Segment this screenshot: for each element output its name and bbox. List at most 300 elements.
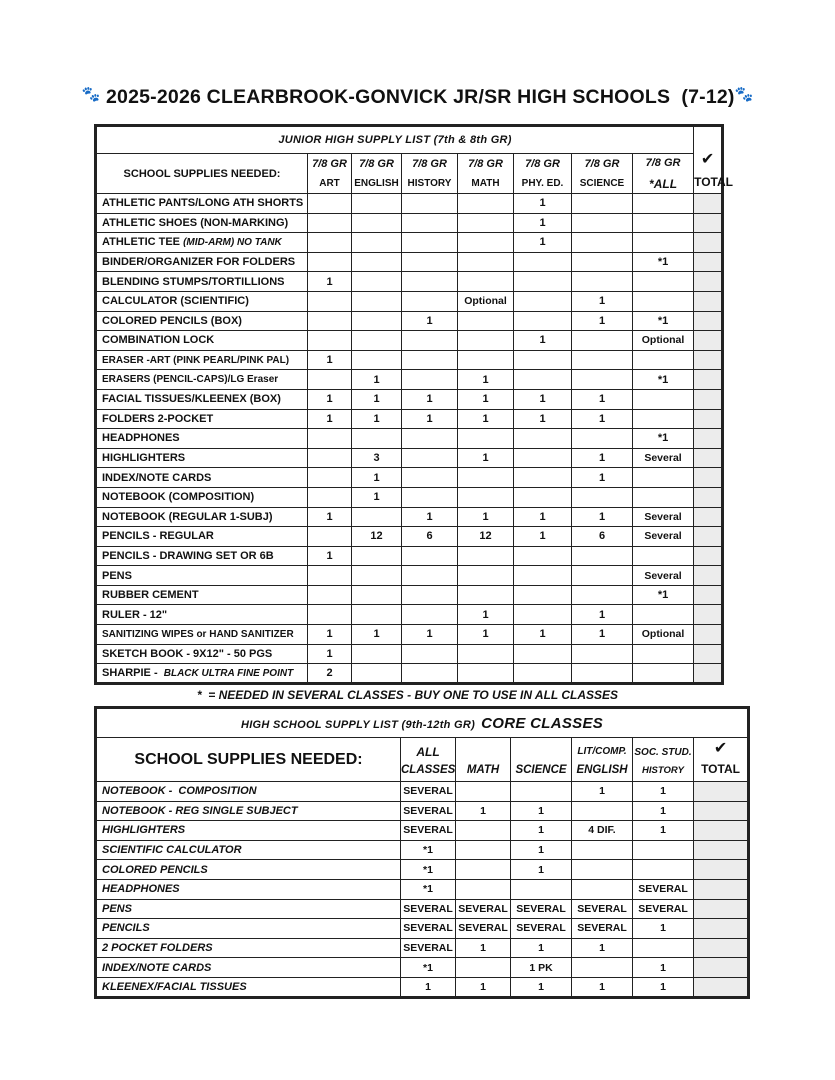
quantity-cell	[308, 527, 352, 547]
quantity-cell	[633, 194, 694, 214]
quantity-cell: 1	[402, 507, 458, 527]
quantity-cell: 1	[458, 370, 514, 390]
total-cell[interactable]	[694, 291, 723, 311]
total-cell[interactable]	[694, 664, 723, 684]
supply-item	[96, 527, 308, 547]
quantity-cell	[572, 879, 633, 899]
quantity-cell: 1	[308, 389, 352, 409]
supply-item-label: COLORED PENCILS (BOX)	[102, 314, 242, 327]
quantity-cell	[458, 233, 514, 253]
quantity-cell	[308, 585, 352, 605]
supply-item	[96, 252, 308, 272]
quantity-cell: Optional	[458, 291, 514, 311]
quantity-cell	[402, 194, 458, 214]
total-cell[interactable]	[694, 958, 749, 978]
quantity-cell	[572, 272, 633, 292]
junior-column-header	[514, 154, 572, 194]
quantity-cell	[402, 331, 458, 351]
quantity-cell	[633, 840, 694, 860]
supply-item	[96, 233, 308, 253]
total-cell[interactable]	[694, 487, 723, 507]
paw-print-icon: 🐾	[734, 86, 754, 103]
quantity-cell: Several	[633, 566, 694, 586]
table-row	[96, 272, 723, 292]
column-subject: ENGLISH	[354, 178, 399, 189]
total-cell[interactable]	[694, 860, 749, 880]
quantity-cell: Several	[633, 448, 694, 468]
table-row	[96, 527, 723, 547]
quantity-cell: *1	[633, 370, 694, 390]
quantity-cell	[633, 468, 694, 488]
table-row	[96, 899, 749, 919]
total-cell[interactable]	[694, 899, 749, 919]
total-label: TOTAL	[701, 762, 740, 776]
supply-item: COLORED PENCILS	[96, 860, 401, 880]
quantity-cell	[458, 664, 514, 684]
total-cell[interactable]	[694, 546, 723, 566]
quantity-cell: 1	[308, 507, 352, 527]
quantity-cell	[456, 840, 511, 860]
quantity-cell	[572, 429, 633, 449]
quantity-cell: *1	[401, 958, 456, 978]
supply-item: PENS	[96, 899, 401, 919]
supplies-needed-header	[96, 154, 308, 194]
table-row	[96, 487, 723, 507]
quantity-cell	[633, 644, 694, 664]
quantity-cell: 1	[458, 507, 514, 527]
supply-item	[96, 605, 308, 625]
quantity-cell: 1	[402, 409, 458, 429]
quantity-cell: 1	[572, 291, 633, 311]
quantity-cell	[514, 487, 572, 507]
quantity-cell: Optional	[633, 331, 694, 351]
total-cell[interactable]	[694, 213, 723, 233]
quantity-cell: 1	[352, 389, 402, 409]
total-cell[interactable]	[694, 605, 723, 625]
quantity-cell: SEVERAL	[401, 899, 456, 919]
quantity-cell	[514, 370, 572, 390]
supply-item: NOTEBOOK - COMPOSITION	[96, 782, 401, 802]
quantity-cell	[458, 213, 514, 233]
supply-item: KLEENEX/FACIAL TISSUES	[96, 977, 401, 997]
supply-item-label: RULER - 12"	[102, 608, 168, 621]
quantity-cell	[308, 468, 352, 488]
quantity-cell	[572, 487, 633, 507]
column-grade: 7/8 GR	[645, 156, 681, 169]
total-column-header	[694, 126, 733, 194]
quantity-cell	[308, 487, 352, 507]
quantity-cell	[352, 311, 402, 331]
quantity-cell	[352, 213, 402, 233]
quantity-cell: 1	[572, 977, 633, 997]
quantity-cell	[572, 233, 633, 253]
column-subject: ENGLISH	[576, 764, 628, 776]
supply-item	[96, 487, 308, 507]
column-top	[456, 746, 510, 759]
quantity-cell: *1	[401, 860, 456, 880]
quantity-cell: 1	[458, 409, 514, 429]
quantity-cell: 1	[633, 977, 694, 997]
column-subject: MATH	[466, 764, 500, 776]
table-row	[96, 331, 723, 351]
quantity-cell	[402, 468, 458, 488]
total-cell[interactable]	[694, 194, 723, 214]
supply-item: INDEX/NOTE CARDS	[96, 958, 401, 978]
table-row	[96, 977, 749, 997]
quantity-cell: 1	[633, 821, 694, 841]
quantity-cell: *1	[401, 840, 456, 860]
total-cell[interactable]	[694, 311, 723, 331]
quantity-cell	[352, 252, 402, 272]
quantity-cell: 1	[572, 389, 633, 409]
table-row	[96, 233, 723, 253]
quantity-cell: 1	[458, 625, 514, 645]
column-grade: 7/8 GR	[359, 158, 394, 170]
table-row	[96, 625, 723, 645]
column-grade: 7/8 GR	[468, 158, 503, 170]
quantity-cell	[572, 840, 633, 860]
quantity-cell: 6	[402, 527, 458, 547]
column-subject: ART	[319, 178, 340, 189]
quantity-cell: 1	[511, 801, 572, 821]
quantity-cell	[458, 429, 514, 449]
supply-item	[96, 468, 308, 488]
total-cell[interactable]	[694, 527, 723, 547]
quantity-cell: 1	[572, 625, 633, 645]
junior-high-title: JUNIOR HIGH SUPPLY LIST (7th & 8th GR)	[96, 126, 694, 154]
total-cell[interactable]	[694, 429, 723, 449]
table-row	[96, 311, 723, 331]
total-cell[interactable]	[694, 409, 723, 429]
quantity-cell	[511, 782, 572, 802]
quantity-cell: 1	[458, 605, 514, 625]
quantity-cell	[402, 213, 458, 233]
quantity-cell	[633, 860, 694, 880]
quantity-cell	[402, 350, 458, 370]
quantity-cell	[458, 546, 514, 566]
quantity-cell	[402, 664, 458, 684]
quantity-cell	[514, 566, 572, 586]
quantity-cell: 1	[308, 644, 352, 664]
total-cell[interactable]	[694, 468, 723, 488]
supply-item	[96, 194, 308, 214]
supply-item-label: ATHLETIC TEE	[102, 236, 181, 249]
quantity-cell	[633, 938, 694, 958]
quantity-cell	[572, 370, 633, 390]
quantity-cell	[633, 409, 694, 429]
junior-column-header	[633, 154, 694, 194]
column-subject: MATH	[471, 178, 500, 189]
junior-column-header	[458, 154, 514, 194]
column-subject: HISTORY	[642, 765, 684, 776]
supply-item-label: SKETCH BOOK - 9X12" - 50 PGS	[102, 647, 273, 660]
quantity-cell	[572, 644, 633, 664]
quantity-cell	[402, 644, 458, 664]
quantity-cell	[572, 252, 633, 272]
total-cell[interactable]	[694, 350, 723, 370]
quantity-cell	[572, 546, 633, 566]
quantity-cell	[572, 194, 633, 214]
quantity-cell	[633, 213, 694, 233]
total-cell[interactable]	[694, 507, 723, 527]
quantity-cell: 1	[352, 487, 402, 507]
quantity-cell	[308, 252, 352, 272]
supply-item: 2 POCKET FOLDERS	[96, 938, 401, 958]
total-cell[interactable]	[694, 585, 723, 605]
table-row	[96, 919, 749, 939]
supply-item: SCIENTIFIC CALCULATOR	[96, 840, 401, 860]
quantity-cell	[572, 958, 633, 978]
high-column-header	[633, 738, 694, 782]
supply-item	[96, 625, 308, 645]
quantity-cell: 1	[572, 938, 633, 958]
table-row	[96, 409, 723, 429]
quantity-cell: 2	[308, 664, 352, 684]
total-cell[interactable]	[694, 448, 723, 468]
quantity-cell	[514, 448, 572, 468]
supply-item-label: ATHLETIC PANTS/LONG ATH SHORTS	[102, 197, 304, 210]
supply-item-label: NOTEBOOK (REGULAR 1-SUBJ)	[102, 510, 273, 523]
column-top: ALL	[416, 745, 440, 759]
column-top: SOC. STUD.	[634, 747, 692, 758]
table-row	[96, 605, 723, 625]
quantity-cell	[458, 252, 514, 272]
quantity-cell: 1	[514, 194, 572, 214]
quantity-cell	[633, 487, 694, 507]
quantity-cell: 1	[402, 389, 458, 409]
total-cell[interactable]	[694, 801, 749, 821]
table-row	[96, 585, 723, 605]
quantity-cell: 1	[572, 782, 633, 802]
quantity-cell	[633, 389, 694, 409]
quantity-cell: 1	[352, 409, 402, 429]
quantity-cell	[514, 546, 572, 566]
junior-column-header	[402, 154, 458, 194]
supply-item	[96, 664, 308, 684]
quantity-cell: 1	[633, 782, 694, 802]
quantity-cell: 1	[352, 468, 402, 488]
total-cell[interactable]	[694, 821, 749, 841]
quantity-cell	[458, 311, 514, 331]
quantity-cell: 1	[514, 233, 572, 253]
quantity-cell	[456, 860, 511, 880]
quantity-cell	[458, 331, 514, 351]
quantity-cell: *1	[633, 585, 694, 605]
quantity-cell	[514, 664, 572, 684]
column-grade: 7/8 GR	[584, 158, 620, 170]
column-subject: *ALL	[649, 176, 678, 191]
quantity-cell: SEVERAL	[511, 919, 572, 939]
quantity-cell	[402, 605, 458, 625]
quantity-cell	[352, 429, 402, 449]
total-cell[interactable]	[694, 919, 749, 939]
footnote: * = NEEDED IN SEVERAL CLASSES - BUY ONE TO USE IN ALL CLASSES	[196, 688, 619, 702]
quantity-cell	[633, 546, 694, 566]
quantity-cell: 1	[456, 977, 511, 997]
quantity-cell	[511, 879, 572, 899]
quantity-cell: 1	[572, 605, 633, 625]
junior-column-header	[572, 154, 633, 194]
column-grade: 7/8 GR	[412, 158, 447, 170]
quantity-cell	[308, 213, 352, 233]
total-cell[interactable]	[694, 977, 749, 997]
quantity-cell	[514, 605, 572, 625]
quantity-cell	[352, 664, 402, 684]
total-cell[interactable]	[694, 370, 723, 390]
quantity-cell: 1	[572, 507, 633, 527]
quantity-cell	[456, 879, 511, 899]
quantity-cell	[402, 429, 458, 449]
quantity-cell: SEVERAL	[401, 938, 456, 958]
total-cell[interactable]	[694, 644, 723, 664]
supply-item-label: HEADPHONES	[102, 432, 180, 445]
supply-item	[96, 585, 308, 605]
quantity-cell	[633, 272, 694, 292]
quantity-cell	[458, 644, 514, 664]
quantity-cell	[308, 331, 352, 351]
quantity-cell: SEVERAL	[401, 801, 456, 821]
junior-high-supply-table	[94, 124, 733, 685]
total-cell[interactable]	[694, 782, 749, 802]
quantity-cell: SEVERAL	[572, 899, 633, 919]
quantity-cell	[633, 291, 694, 311]
quantity-cell	[458, 194, 514, 214]
quantity-cell	[308, 233, 352, 253]
quantity-cell	[572, 664, 633, 684]
supply-item-label: FACIAL TISSUES/KLEENEX (BOX)	[102, 393, 281, 406]
quantity-cell	[352, 605, 402, 625]
supplies-needed-label: SCHOOL SUPPLIES NEEDED:	[134, 750, 363, 768]
quantity-cell: 1	[402, 625, 458, 645]
quantity-cell: 1	[511, 860, 572, 880]
column-grade: 7/8 GR	[525, 158, 560, 170]
quantity-cell: SEVERAL	[572, 919, 633, 939]
supply-item-label: BINDER/ORGANIZER FOR FOLDERS	[102, 256, 296, 269]
quantity-cell	[633, 664, 694, 684]
table-row	[96, 566, 723, 586]
quantity-cell	[308, 194, 352, 214]
quantity-cell: SEVERAL	[633, 879, 694, 899]
high-column-header	[511, 738, 572, 782]
total-cell[interactable]	[694, 389, 723, 409]
supply-item-note: (MID-ARM) NO TANK	[183, 237, 282, 249]
quantity-cell	[572, 350, 633, 370]
supply-item	[96, 546, 308, 566]
supply-item-label: HIGHLIGHTERS	[102, 452, 186, 465]
table-row	[96, 507, 723, 527]
quantity-cell: Several	[633, 507, 694, 527]
supply-item-label: RUBBER CEMENT	[102, 589, 199, 602]
quantity-cell	[514, 252, 572, 272]
supply-item	[96, 389, 308, 409]
column-subject: HISTORY	[407, 178, 452, 189]
quantity-cell	[352, 507, 402, 527]
column-subject: PHY. ED.	[521, 178, 564, 189]
total-cell[interactable]	[694, 879, 749, 899]
total-cell[interactable]	[694, 272, 723, 292]
quantity-cell: 1	[511, 840, 572, 860]
quantity-cell	[402, 585, 458, 605]
quantity-cell	[514, 350, 572, 370]
quantity-cell: 1	[514, 625, 572, 645]
quantity-cell	[514, 311, 572, 331]
junior-header-row	[96, 154, 723, 194]
high-column-header	[401, 738, 456, 782]
quantity-cell: SEVERAL	[401, 821, 456, 841]
quantity-cell	[402, 252, 458, 272]
supply-item-label: ATHLETIC SHOES (NON-MARKING)	[102, 216, 289, 229]
quantity-cell	[572, 213, 633, 233]
total-cell[interactable]	[694, 331, 723, 351]
quantity-cell	[633, 233, 694, 253]
supply-item	[96, 331, 308, 351]
quantity-cell	[352, 194, 402, 214]
table-row	[96, 958, 749, 978]
supply-item: PENCILS	[96, 919, 401, 939]
quantity-cell: 1	[633, 958, 694, 978]
supplies-needed-header	[96, 738, 401, 782]
quantity-cell	[572, 331, 633, 351]
table-row	[96, 448, 723, 468]
quantity-cell: 1	[572, 311, 633, 331]
column-subject: CLASSES	[401, 764, 456, 776]
supply-item-label: SANITIZING WIPES or HAND SANITIZER	[102, 628, 294, 640]
table-row	[96, 644, 723, 664]
table-row	[96, 938, 749, 958]
checkmark-icon: ✔	[700, 151, 715, 168]
quantity-cell	[572, 860, 633, 880]
high-column-header	[572, 738, 633, 782]
supply-item-label: PENCILS - REGULAR	[102, 530, 214, 543]
junior-column-header	[352, 154, 402, 194]
total-cell[interactable]	[694, 625, 723, 645]
table-row	[96, 429, 723, 449]
quantity-cell: Optional	[633, 625, 694, 645]
high-school-supply-table	[94, 706, 750, 999]
supply-item	[96, 566, 308, 586]
total-cell[interactable]	[694, 840, 749, 860]
high-column-header	[456, 738, 511, 782]
table-row	[96, 821, 749, 841]
high-school-title	[96, 708, 749, 738]
total-cell[interactable]	[694, 233, 723, 253]
quantity-cell: 1	[514, 331, 572, 351]
total-cell[interactable]	[694, 938, 749, 958]
quantity-cell: 1	[572, 409, 633, 429]
quantity-cell: 1	[352, 625, 402, 645]
supply-item	[96, 350, 308, 370]
supply-item	[96, 291, 308, 311]
quantity-cell: SEVERAL	[456, 899, 511, 919]
quantity-cell	[308, 605, 352, 625]
quantity-cell	[402, 370, 458, 390]
quantity-cell	[514, 644, 572, 664]
paw-print-icon: 🐾	[81, 86, 101, 103]
quantity-cell: *1	[633, 311, 694, 331]
column-grade: 7/8 GR	[312, 158, 347, 170]
quantity-cell	[352, 644, 402, 664]
quantity-cell	[458, 585, 514, 605]
supply-item-label: ERASERS (PENCIL-CAPS)/LG Eraser	[102, 374, 279, 386]
column-top	[511, 746, 571, 759]
supply-item-label: PENS	[102, 569, 132, 582]
supply-item	[96, 370, 308, 390]
total-column-header	[694, 738, 749, 782]
total-cell[interactable]	[694, 566, 723, 586]
total-cell[interactable]	[694, 252, 723, 272]
quantity-cell: 1	[352, 370, 402, 390]
table-row	[96, 252, 723, 272]
